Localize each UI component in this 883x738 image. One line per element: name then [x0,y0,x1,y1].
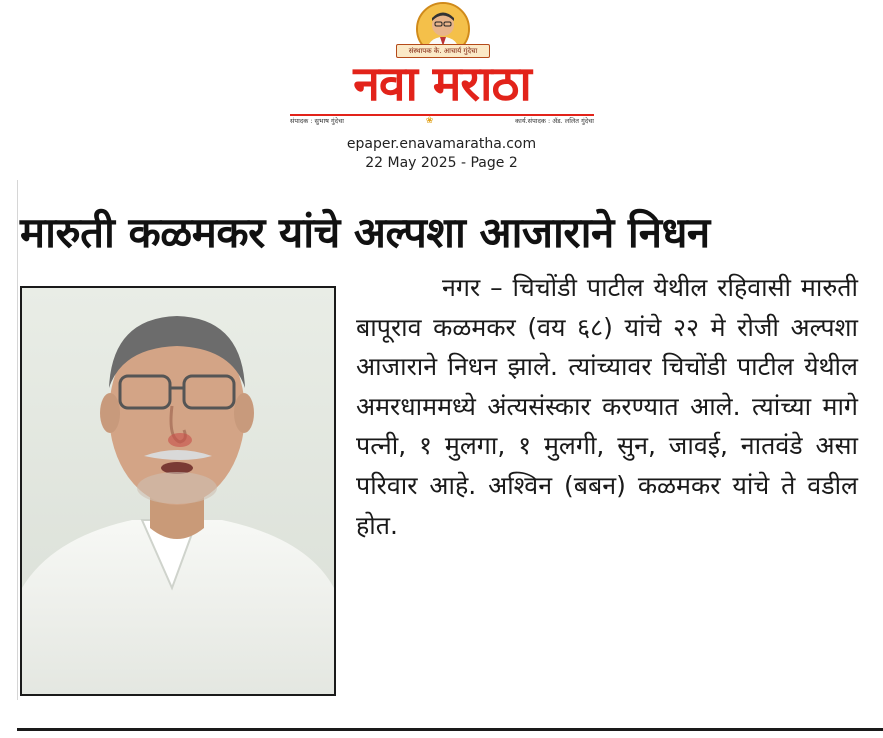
article-body: नगर – चिचोंडी पाटील येथील रहिवासी मारुती बापूराव कळमकर (वय ६८) यांचे २२ मे रोजी अल्पशा आजाराने निधन झाले. त्यांच्यावर चिचोंडी पाटील येथील अमरधाममध्ये अंत्यसंस्कार करण्यात आले. त्यांच्या मागे पत्नी, १ मुलगा, १ मुलगी, सुन, जावई, नातवंडे असा परिवार आहे. अश्विन (बबन) कळमकर यांचे ते वडील होत. [356,273,858,540]
editor-credit: संपादक : सुभाष गुंदेचा [290,117,344,125]
epaper-url: epaper.enavamaratha.com [346,136,537,152]
lotus-icon: ❀ [425,116,434,126]
column-divider [17,180,18,700]
founder-banner: संस्थापक के. आचार्य गुंदेचा [396,44,490,58]
editor-strip [290,114,594,128]
executive-editor-credit: कार्य.संपादक : ॲड. ललित गुंदेचा [515,117,594,125]
masthead [0,0,883,182]
newspaper-logo: नवा मराठा [353,56,531,112]
edition-date-page: 22 May 2025 - Page 2 [365,155,518,171]
article-photo [20,286,336,696]
bottom-rule [17,728,883,731]
article-headline: मारुती कळमकर यांचे अल्पशा आजाराने निधन [20,208,710,257]
